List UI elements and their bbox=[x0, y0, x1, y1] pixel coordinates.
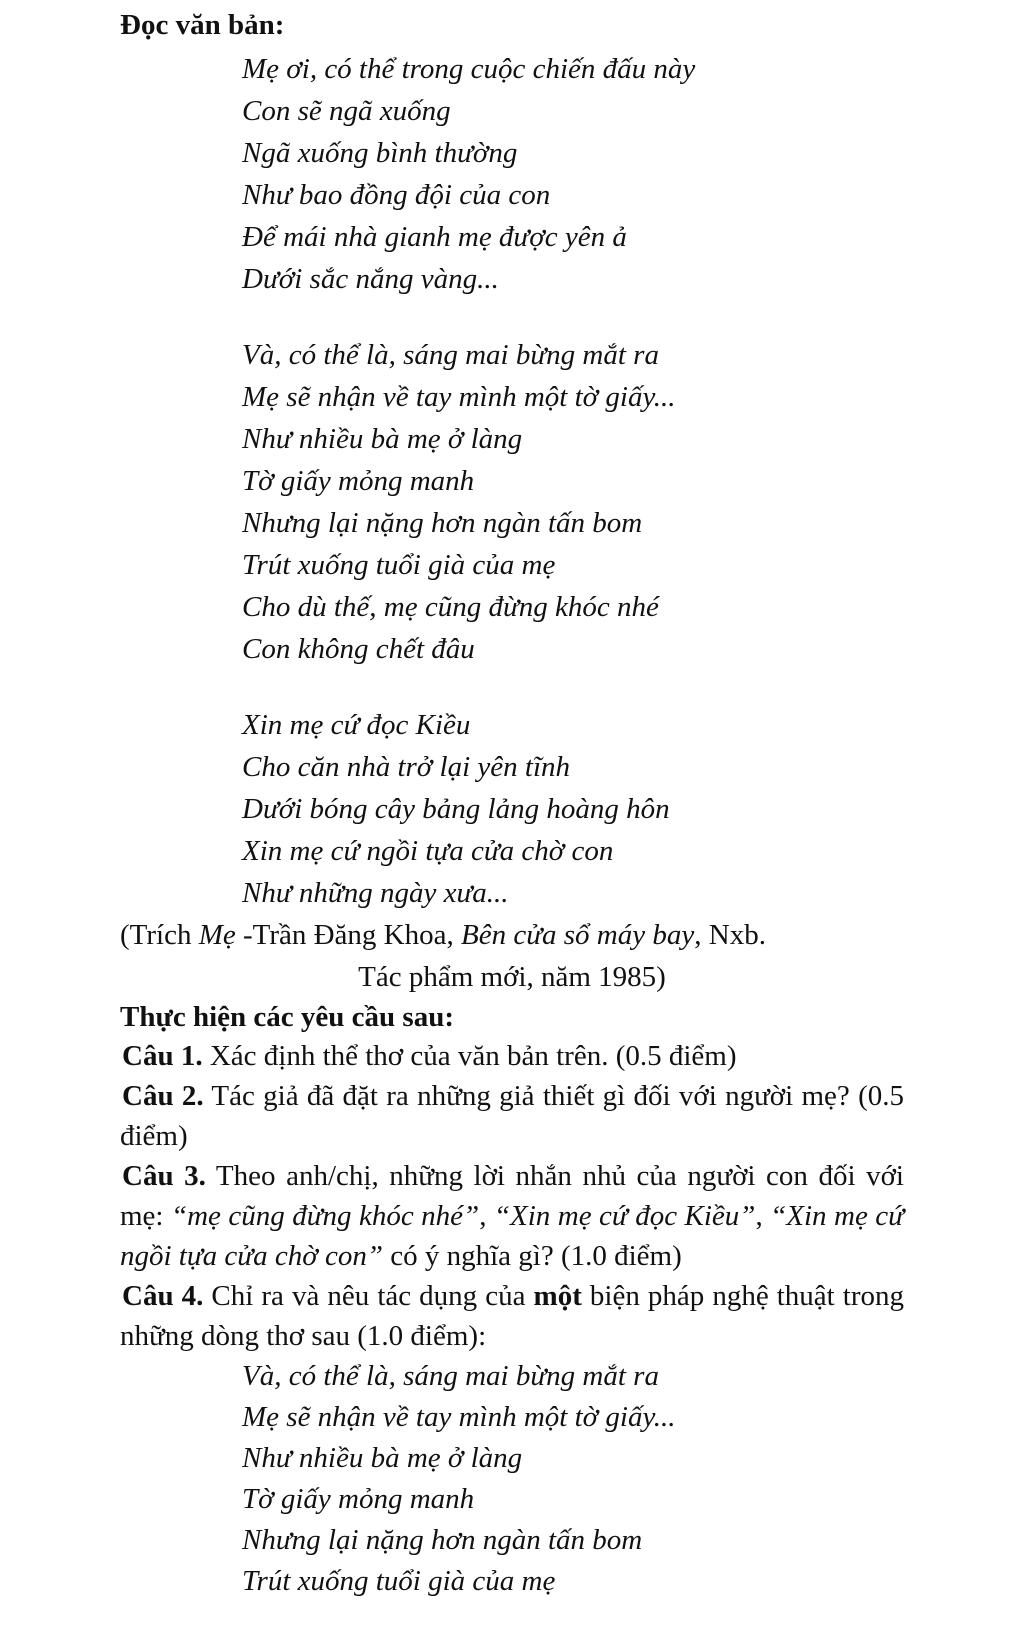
poem-line: Dưới sắc nắng vàng... bbox=[242, 263, 499, 295]
question-label: Câu 4. bbox=[122, 1280, 204, 1312]
question-2 bbox=[120, 1076, 904, 1156]
tasks-heading: Thực hiện các yêu cầu sau: bbox=[120, 1001, 454, 1033]
citation-book-title: Bên cửa sổ máy bay bbox=[461, 919, 695, 951]
poem-line: Trút xuống tuổi già của mẹ bbox=[242, 549, 556, 581]
poem-line: Nhưng lại nặng hơn ngàn tấn bom bbox=[242, 1524, 643, 1556]
poem bbox=[242, 48, 904, 914]
citation-open: (Trích bbox=[120, 919, 199, 951]
quote-1: “mẹ cũng đừng khóc nhé” bbox=[170, 1200, 480, 1232]
stanza-gap bbox=[242, 670, 904, 704]
poem-line: Ngã xuống bình thường bbox=[242, 137, 518, 169]
poem-line: Tờ giấy mỏng manh bbox=[242, 465, 475, 497]
quote-separator: , bbox=[755, 1200, 771, 1232]
poem-line: Như những ngày xưa... bbox=[242, 877, 509, 909]
poem-line: Nhưng lại nặng hơn ngàn tấn bom bbox=[242, 507, 643, 539]
poem-line: Cho căn nhà trở lại yên tĩnh bbox=[242, 751, 571, 783]
citation-line-2: Tác phẩm mới, năm 1985) bbox=[358, 961, 666, 993]
poem-line: Con sẽ ngã xuống bbox=[242, 95, 451, 127]
question-label: Câu 1. bbox=[122, 1040, 203, 1072]
poem-line: Để mái nhà gianh mẹ được yên ả bbox=[242, 221, 627, 253]
stanza-gap bbox=[242, 300, 904, 334]
question-text: Xác định thể thơ của văn bản trên. (0.5 điểm) bbox=[202, 1040, 737, 1072]
question-label: Câu 2. bbox=[122, 1080, 204, 1112]
poem-line: Trút xuống tuổi già của mẹ bbox=[242, 1565, 556, 1597]
poem-line: Cho dù thế, mẹ cũng đừng khóc nhé bbox=[242, 591, 659, 623]
question-1 bbox=[120, 1036, 904, 1076]
question-text: Theo anh/chị, những lời nhắn nhủ của người con đối với mẹ: bbox=[120, 1160, 904, 1232]
poem-line: Mẹ sẽ nhận về tay mình một tờ giấy... bbox=[242, 381, 676, 413]
poem-line: Như nhiều bà mẹ ở làng bbox=[242, 423, 523, 455]
document-body bbox=[120, 6, 904, 1602]
quote-separator: , bbox=[479, 1200, 494, 1232]
citation-publisher: , Nxb. bbox=[694, 919, 766, 951]
question-3 bbox=[120, 1156, 904, 1276]
poem-line: Như nhiều bà mẹ ở làng bbox=[242, 1442, 523, 1474]
citation-author: -Trần Đăng Khoa, bbox=[235, 919, 461, 951]
poem-line: Dưới bóng cây bảng lảng hoàng hôn bbox=[242, 793, 670, 825]
quote-3: “Xin mẹ cứ ngồi tựa cửa chờ con” bbox=[120, 1200, 904, 1272]
poem-line: Và, có thể là, sáng mai bừng mắt ra bbox=[242, 1360, 659, 1392]
poem-line: Xin mẹ cứ đọc Kiều bbox=[242, 709, 471, 741]
poem-stanza-3 bbox=[242, 704, 904, 914]
citation-line-1 bbox=[120, 914, 904, 956]
reading-heading: Đọc văn bản: bbox=[120, 9, 285, 41]
emphasis-word: một bbox=[533, 1280, 582, 1312]
poem-stanza-1 bbox=[242, 48, 904, 300]
citation-poem-title: Mẹ bbox=[198, 919, 236, 951]
poem-line: Con không chết đâu bbox=[242, 633, 475, 665]
question-text: Tác giả đã đặt ra những giả thiết gì đối với người mẹ? (0.5 điểm) bbox=[120, 1080, 904, 1152]
question-text: Chỉ ra và nêu tác dụng của bbox=[203, 1280, 534, 1312]
quote-2: “Xin mẹ cứ đọc Kiều” bbox=[493, 1200, 756, 1232]
poem-line: Và, có thể là, sáng mai bừng mắt ra bbox=[242, 339, 659, 371]
poem-line: Như bao đồng đội của con bbox=[242, 179, 551, 211]
poem-line: Mẹ ơi, có thể trong cuộc chiến đấu này bbox=[242, 53, 696, 85]
question-label: Câu 3. bbox=[122, 1160, 206, 1192]
poem-line: Xin mẹ cứ ngồi tựa cửa chờ con bbox=[242, 835, 614, 867]
poem-line: Mẹ sẽ nhận về tay mình một tờ giấy... bbox=[242, 1401, 676, 1433]
poem-line: Tờ giấy mỏng manh bbox=[242, 1483, 475, 1515]
poem-stanza-2 bbox=[242, 334, 904, 670]
question-4-poem-excerpt bbox=[242, 1356, 904, 1602]
question-4 bbox=[120, 1276, 904, 1356]
question-text: có ý nghĩa gì? (1.0 điểm) bbox=[382, 1240, 682, 1272]
question-text: biện pháp nghệ thuật trong những dòng thơ sau (1.0 điểm): bbox=[120, 1280, 904, 1352]
